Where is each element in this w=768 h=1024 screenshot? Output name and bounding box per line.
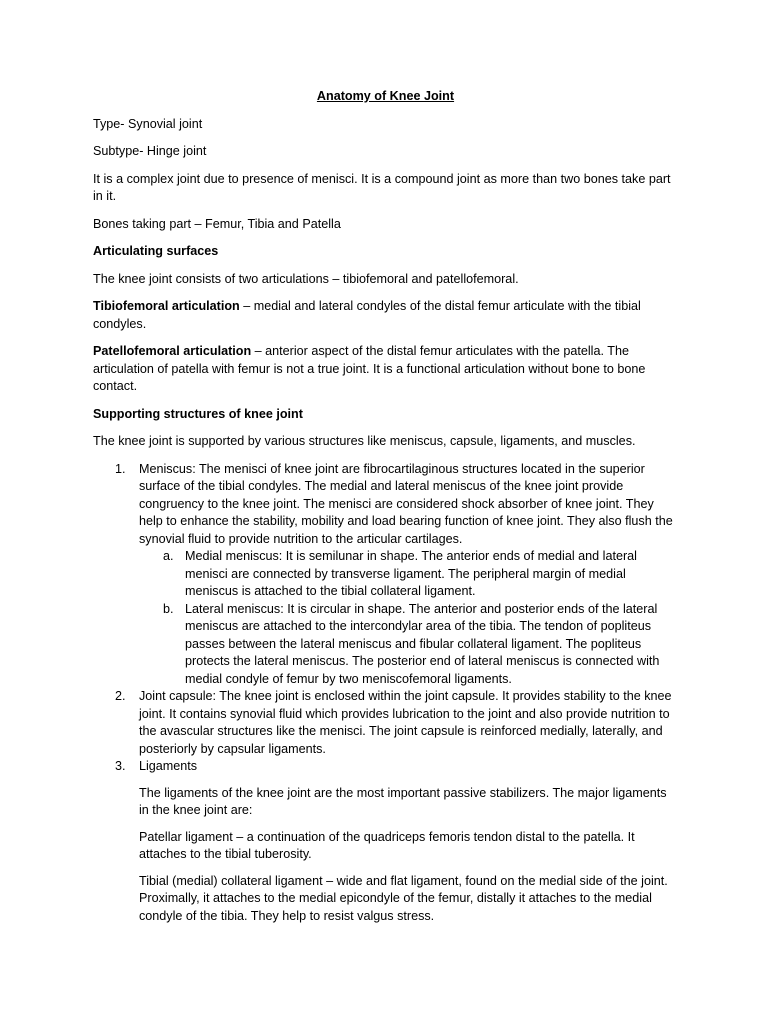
tibiofemoral-paragraph — [93, 298, 678, 333]
document-body — [93, 88, 678, 934]
list-item-text: Meniscus: The menisci of knee joint are fibrocartilaginous structures located in the superior surface of the tibial condyles. The medial and lateral meniscus of the knee joint provide congruency to the knee joint. The menisci are considered shock absorber of knee joint. They help to enhance the stability, mobility and load bearing function of knee joint. They also flush the synovial fluid to provide nutrition to the articular cartilages. — [139, 461, 673, 546]
list-number: 1. — [115, 461, 126, 476]
list-item-ligaments — [93, 758, 678, 925]
articulating-heading: Articulating surfaces — [93, 244, 219, 258]
list-item-meniscus — [93, 461, 678, 689]
meniscus-sublist — [139, 548, 678, 688]
tibial-collateral-ligament-paragraph: Tibial (medial) collateral ligament – wide and flat ligament, found on the medial side of the joint. Proximally, it attaches to the medial epicondyle of the femur, distally it attaches to the medial condyle of the tibia. They help to resist valgus stress. — [139, 873, 668, 923]
supporting-structures-list — [93, 461, 678, 926]
type-line: Type- Synovial joint — [93, 116, 203, 131]
sublist-item-medial-meniscus — [139, 548, 678, 601]
patellofemoral-paragraph — [93, 343, 678, 396]
list-item-text: Joint capsule: The knee joint is enclosed within the joint capsule. It provides stability to the knee joint. It contains synovial fluid which provides lubrication to the joint and also provide nutrition to the avascular structures like the menisci. The joint capsule is reinforced medially, laterally, and posteriorly by capsular ligaments. — [139, 689, 672, 756]
patellofemoral-text: – anterior aspect of the distal femur articulates with the patella. The articulation of patella with femur is not a true joint. It is a functional articulation without bone to bone contact. — [93, 344, 646, 393]
patellofemoral-label: Patellofemoral articulation — [93, 344, 252, 358]
tibiofemoral-label: Tibiofemoral articulation — [93, 299, 240, 313]
sublist-item-text: Medial meniscus: It is semilunar in shape. The anterior ends of medial and lateral menisci are connected by transverse ligament. The peripheral margin of medial meniscus is attached to the tibial collateral ligament. — [185, 549, 637, 598]
subtype-line: Subtype- Hinge joint — [93, 144, 207, 158]
list-item-joint-capsule — [93, 688, 678, 758]
tibiofemoral-text: – medial and lateral condyles of the distal femur articulate with the tibial condyles. — [93, 299, 641, 331]
sublist-letter: b. — [163, 601, 174, 616]
ligaments-intro: The ligaments of the knee joint are the most important passive stabilizers. The major ligaments in the knee joint are: — [139, 785, 667, 817]
intro-paragraph: It is a complex joint due to presence of menisci. It is a compound joint as more than two bones take part in it. — [93, 171, 671, 203]
list-number: 3. — [115, 759, 126, 773]
patellar-ligament-paragraph: Patellar ligament – a continuation of the quadriceps femoris tendon distal to the patella. It attaches to the tibial tuberosity. — [139, 829, 635, 861]
supporting-intro: The knee joint is supported by various structures like meniscus, capsule, ligaments, and muscles. — [93, 434, 636, 448]
sublist-item-lateral-meniscus — [139, 601, 678, 689]
articulations-intro: The knee joint consists of two articulations – tibiofemoral and patellofemoral. — [93, 271, 519, 286]
bones-line: Bones taking part – Femur, Tibia and Patella — [93, 216, 341, 231]
sublist-item-text: Lateral meniscus: It is circular in shape. The anterior and posterior ends of the lateral meniscus are attached to the intercondylar area of the tibia. The tendon of popliteus passes between the lateral meniscus and fibular collateral ligament. The popliteus protects the lateral meniscus. The posterior end of lateral meniscus is connected with medial condyle of femur by two meniscofemoral ligaments. — [185, 601, 660, 686]
supporting-heading: Supporting structures of knee joint — [93, 406, 303, 421]
document-title: Anatomy of Knee Joint — [316, 89, 455, 103]
sublist-letter: a. — [163, 549, 174, 563]
list-item-text: Ligaments — [139, 759, 198, 773]
list-number: 2. — [115, 689, 126, 703]
